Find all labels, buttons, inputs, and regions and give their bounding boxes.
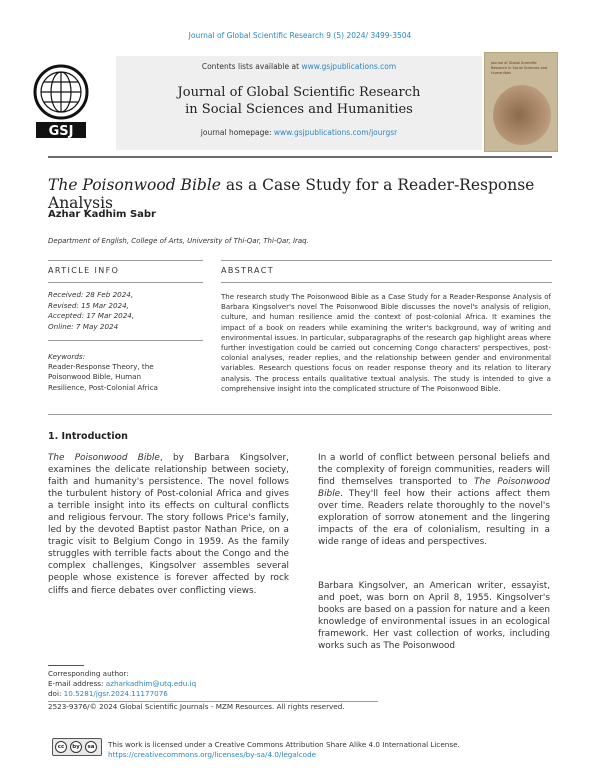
gsj-logo-icon xyxy=(30,58,92,144)
doi-link[interactable]: 10.5281/jgsr.2024.11177076 xyxy=(63,689,168,698)
author-name: Azhar Kadhim Sabr xyxy=(48,209,156,220)
article-title: The Poisonwood Bible as a Case Study for a Reader-Response Analysis xyxy=(48,176,535,212)
cover-text: Journal of Global Scientific Research in Social Sciences and Humanities xyxy=(491,61,548,75)
license-text: This work is licensed under a Creative Commons Attribution Share Alike 4.0 International License. https://creativecommons.org/licenses/by-sa/4.0/legalcode xyxy=(108,740,460,759)
email-line: E-mail address: azharkadhim@utq.edu.iq xyxy=(48,679,197,688)
license-link[interactable]: https://creativecommons.org/licenses/by-sa/4.0/legalcode xyxy=(108,750,317,759)
abstract-label: ABSTRACT xyxy=(221,266,275,275)
article-info-label: ARTICLE INFO xyxy=(48,266,120,275)
email-link[interactable]: azharkadhim@utq.edu.iq xyxy=(105,679,197,688)
intro-column-2-paragraph-1: In a world of conflict between personal beliefs and the complexity of foreign communities, readers will find themselves transported to The Poisonwood Bible. They'll feel how their actions affect them over time. Readers relate thoroughly to the novel's exploration of sorrow atonement and the lingering impacts of the era of colonialism, resulting in a wide range of ideas and perspectives. xyxy=(318,453,550,548)
journal-homepage: journal homepage: www.gsjpublications.com/jourgsr xyxy=(200,128,398,137)
affiliation: Department of English, College of Arts, University of Thi-Qar, Thi-Qar, Iraq. xyxy=(48,237,309,245)
abstract-top-rule xyxy=(221,260,552,261)
intro-column-1: The Poisonwood Bible, by Barbara Kingsolver, examines the delicate relationship between society, faith and humanity's persistence. The novel follows the turbulent history of Post-colonial Africa and gives a terrible insight into its effects on cultural conflicts and religious fervour. The story follows Price's family, led by the devoted Baptist pastor Nathan Price, on a tragic visit to Belgium Congo in 1959. As the family struggles with terrible facts about the Congo and the complex challenges, Kingsolver assembles several people whose existence is forever affected by rock cliffs and fierce debates over conflicting views. xyxy=(48,453,289,596)
publisher-link[interactable]: www.gsjpublications.com xyxy=(301,62,397,71)
keywords: Reader-Response Theory, the Poisonwood Bible, Human Resilience, Post-Colonial Africa xyxy=(48,362,158,392)
revised-date: Revised: 15 Mar 2024, xyxy=(48,300,129,310)
doi-line: doi: 10.5281/jgsr.2024.11177076 xyxy=(48,689,168,698)
corresponding-author: Corresponding author: xyxy=(48,669,129,678)
keywords-label: Keywords: xyxy=(48,352,86,361)
abstract-bottom-rule xyxy=(48,414,552,415)
copyright-line: 2523-9376/© 2024 Global Scientific Journals - MZM Resources. All rights reserved. xyxy=(48,702,345,711)
abstract-sub-rule xyxy=(221,282,552,283)
dates-rule xyxy=(48,340,203,341)
cc-icon: cc xyxy=(55,741,67,753)
section-heading-introduction: 1. Introduction xyxy=(48,431,128,442)
abstract-text: The research study The Poisonwood Bible as a Case Study for a Reader-Response Analysis of Barbara Kingsolver's novel The Poisonwood Bible discusses the novel's analysis of religion, culture, and human resilience amid the context of post-colonial Africa. It examines the impact of a book on readers while examining the writer's background, way of writing and environmental issues. In particular, subparagraphs of the research gap highlight areas where further investigation could be carried out concerning Congo characters' perspectives, post-colonial analyses, reader replies, and the relationship between gender and environmental variables. Research questions focus on reader response theory and its relation to literary analysis. The process entails qualitative textual analysis. The study is intended to give a comprehensive insight into the complicated structure of The Poisonwood Bible. xyxy=(221,292,551,393)
intro-column-2-paragraph-2: Barbara Kingsolver, an American writer, essayist, and poet, was born on April 8, 1955. Kingsolver's books are based on a passion for nature and a keen knowledge of environmental issues in an ecological framework. Her vast collection of works, including works such as The Poisonwood xyxy=(318,581,550,652)
online-date: Online: 7 May 2024 xyxy=(48,321,119,331)
homepage-link[interactable]: www.gsjpublications.com/jourgsr xyxy=(273,128,398,137)
received-date: Received: 28 Feb 2024, xyxy=(48,290,134,299)
footnote-rule xyxy=(48,665,84,666)
info-top-rule xyxy=(48,260,203,261)
header-divider xyxy=(48,156,552,158)
journal-cover-image xyxy=(484,52,558,152)
sa-icon: sa xyxy=(85,741,97,753)
info-sub-rule xyxy=(48,282,203,283)
running-header: Journal of Global Scientific Research 9 (5) 2024/ 3499-3504 xyxy=(188,31,412,40)
contents-line: Contents lists available at www.gsjpublications.com xyxy=(201,62,397,71)
cover-illustration xyxy=(493,85,551,145)
journal-title: Journal of Global Scientific Research in Social Sciences and Humanities xyxy=(177,85,421,117)
logo-text: GSJ xyxy=(48,124,74,139)
by-icon: by xyxy=(70,741,82,753)
accepted-date: Accepted: 17 Mar 2024, xyxy=(48,311,135,320)
article-dates xyxy=(48,290,134,332)
creative-commons-badge[interactable] xyxy=(52,738,102,756)
